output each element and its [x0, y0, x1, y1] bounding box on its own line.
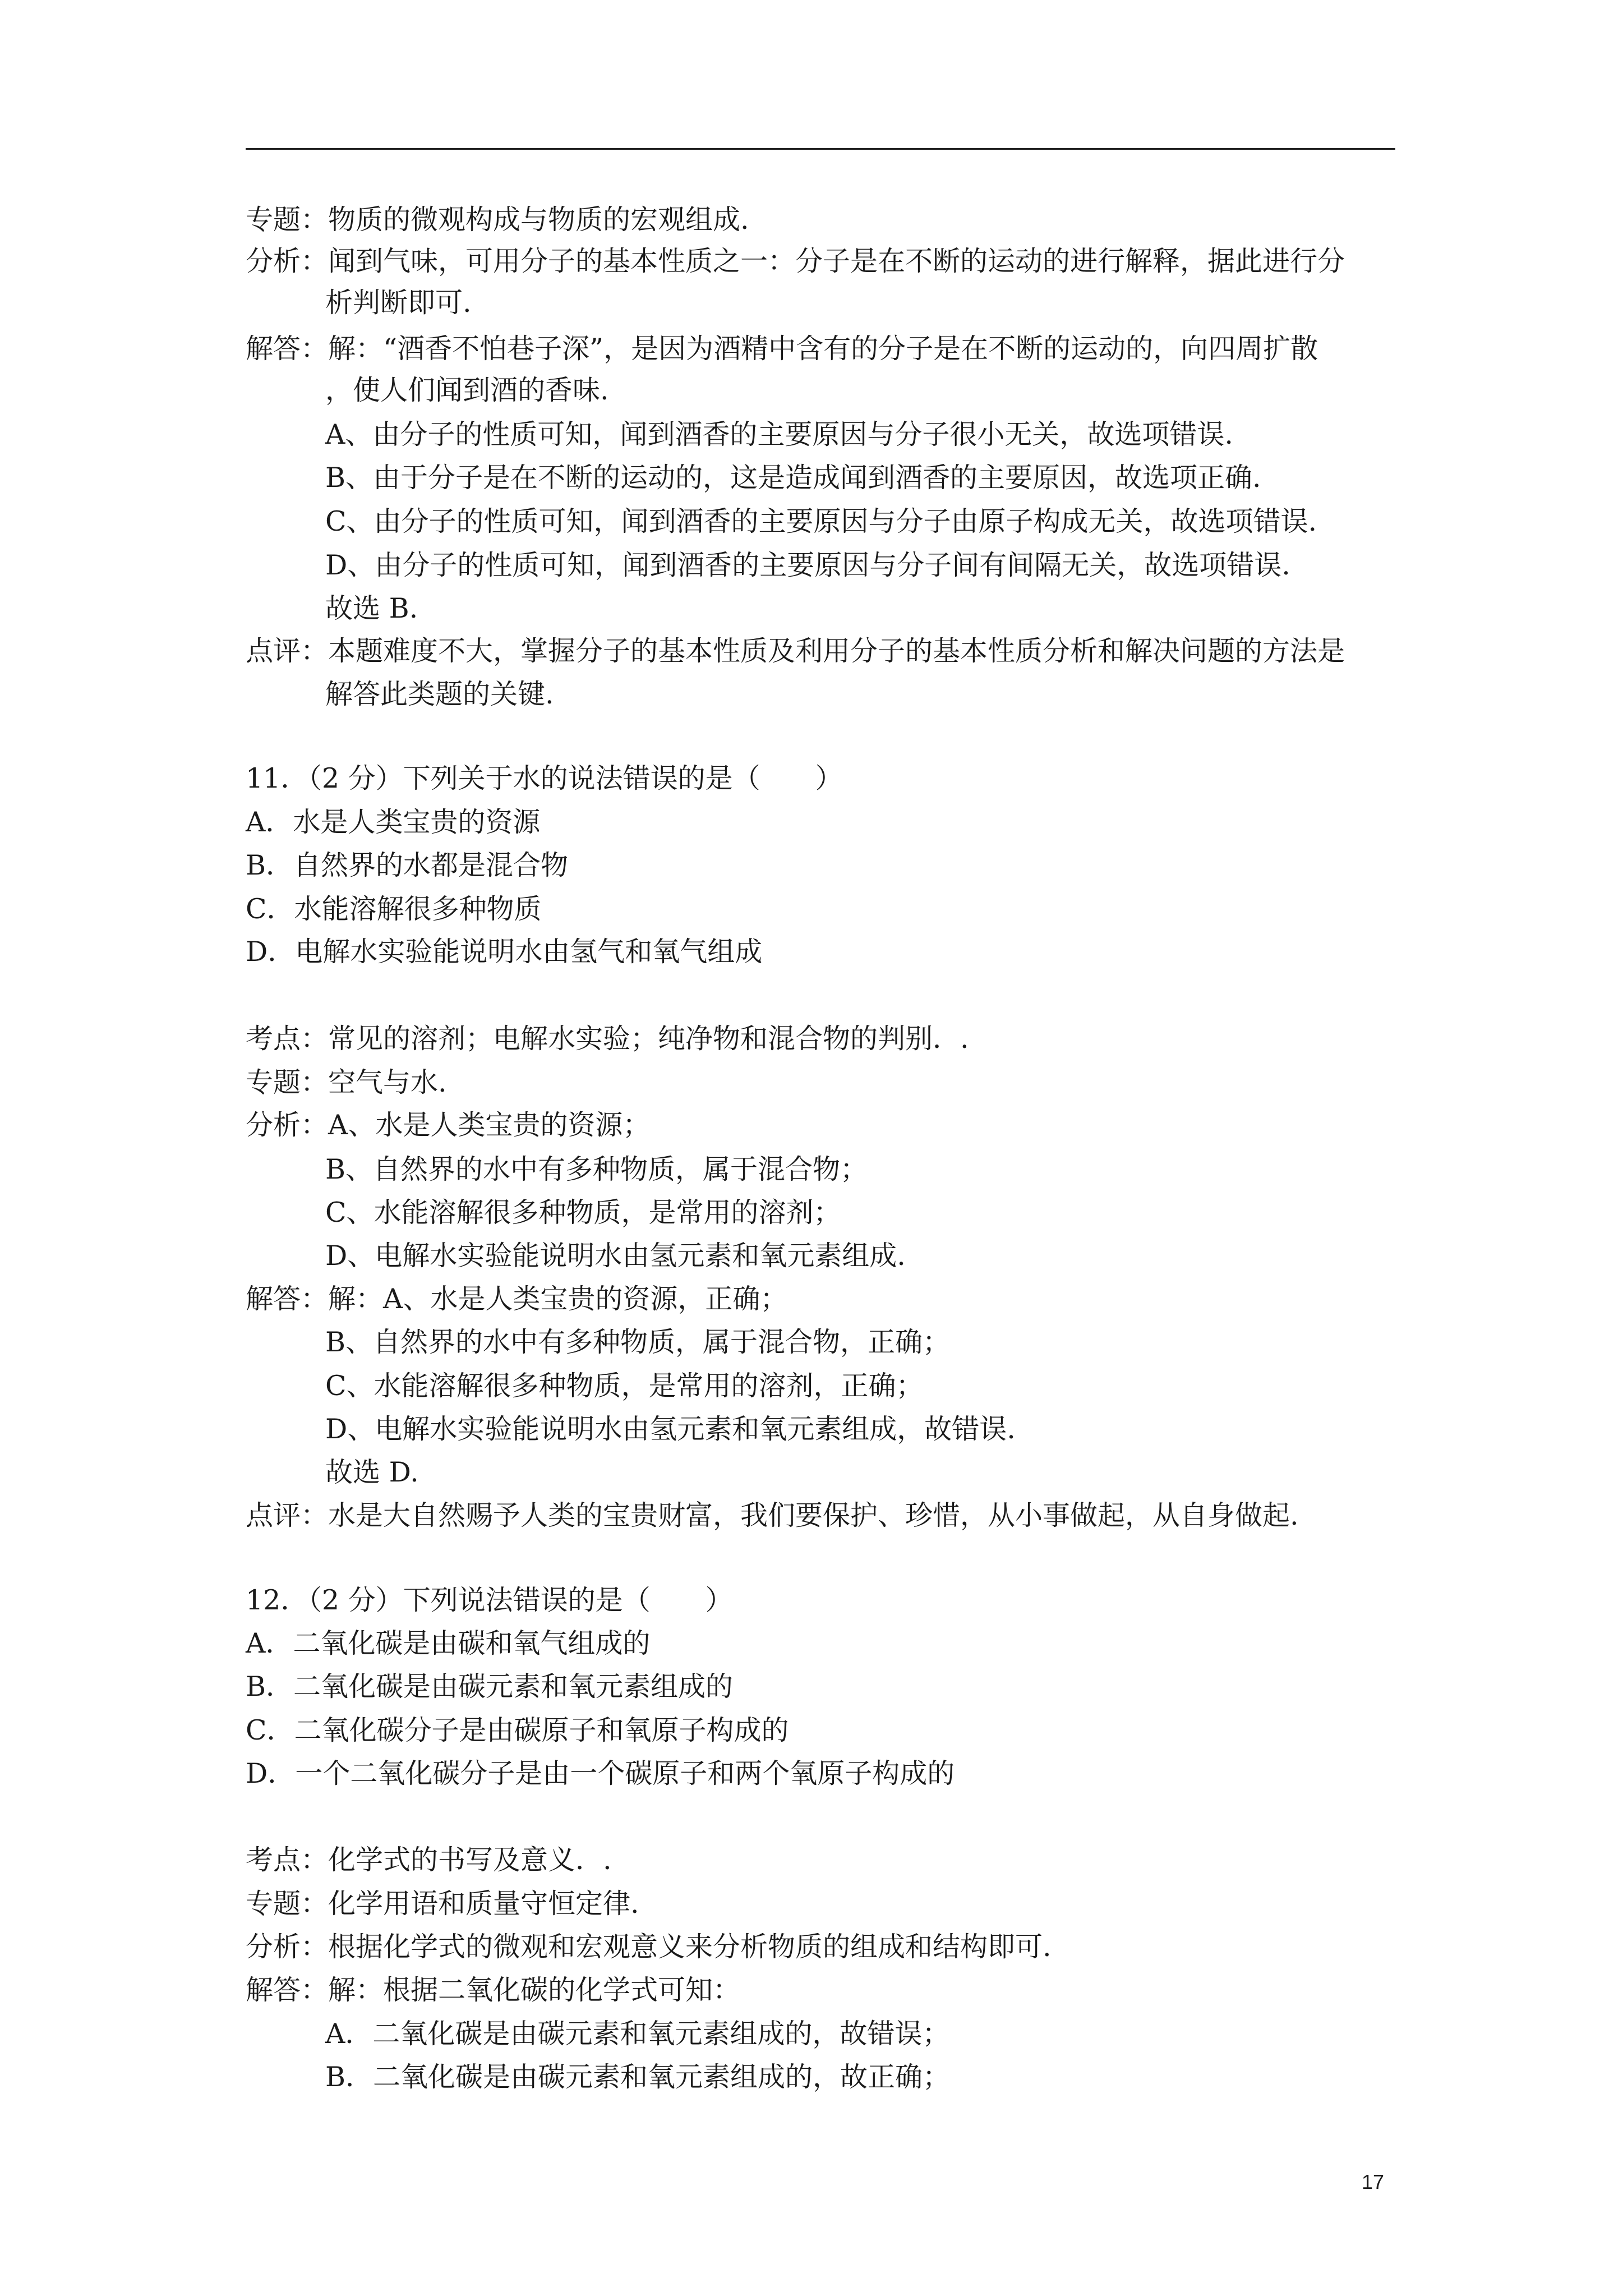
text-line-q11-topic: 专题：空气与水.	[246, 1066, 447, 1098]
text-line-q12-question: 12．（2 分）下列说法错误的是（ ）	[246, 1584, 733, 1616]
text-line-q11-solution-a: 解答：解：A、水是人类宝贵的资源，正确；	[246, 1283, 788, 1315]
text-line-q10-analysis-1: 分析：闻到气味，可用分子的基本性质之一：分子是在不断的运动的进行解释，据此进行分	[246, 245, 1345, 277]
text-line-q11-question: 11．（2 分）下列关于水的说法错误的是（ ）	[246, 762, 843, 794]
text-line-q12-key: 考点：化学式的书写及意义．.	[246, 1844, 612, 1876]
text-line-q11-analysis-b: B、自然界的水中有多种物质，属于混合物；	[325, 1153, 868, 1185]
text-line-q11-solution-d: D、电解水实验能说明水由氢元素和氧元素组成，故错误.	[325, 1413, 1016, 1445]
text-line-q11-analysis-a: 分析：A、水是人类宝贵的资源；	[246, 1109, 651, 1141]
text-line-q11-key: 考点：常见的溶剂；电解水实验；纯净物和混合物的判别．.	[246, 1023, 969, 1055]
text-line-q10-solution-2: ，使人们闻到酒的香味.	[325, 374, 609, 406]
text-line-q12-solution: 解答：解：根据二氧化碳的化学式可知：	[246, 1974, 741, 2006]
text-line-q11-option-b: B．自然界的水都是混合物	[246, 849, 569, 881]
text-line-q11-solution-b: B、自然界的水中有多种物质，属于混合物，正确；	[325, 1326, 951, 1358]
text-line-q11-analysis-c: C、水能溶解很多种物质，是常用的溶剂；	[325, 1197, 841, 1228]
text-line-q11-choice: 故选 D.	[325, 1456, 419, 1488]
text-line-q12-option-d: D．一个二氧化碳分子是由一个碳原子和两个氧原子构成的	[246, 1757, 955, 1789]
header-rule	[246, 148, 1395, 150]
text-line-q12-solution-b: B．二氧化碳是由碳元素和氧元素组成的，故正确；	[325, 2061, 951, 2093]
text-line-q10-analysis-2: 析判断即可.	[325, 287, 472, 319]
page-number: 17	[1362, 2170, 1385, 2193]
text-line-q10-comment-2: 解答此类题的关键.	[325, 678, 554, 710]
text-line-q11-analysis-d: D、电解水实验能说明水由氢元素和氧元素组成.	[325, 1240, 906, 1272]
text-line-q12-solution-a: A．二氧化碳是由碳元素和氧元素组成的，故错误；	[325, 2018, 950, 2050]
text-line-q12-analysis: 分析：根据化学式的微观和宏观意义来分析物质的组成和结构即可.	[246, 1931, 1052, 1963]
text-line-q12-option-b: B．二氧化碳是由碳元素和氧元素组成的	[246, 1671, 734, 1703]
text-line-q10-solution-b: B、由于分子是在不断的运动的，这是造成闻到酒香的主要原因，故选项正确.	[325, 462, 1261, 494]
text-line-q11-comment: 点评：水是大自然赐予人类的宝贵财富，我们要保护、珍惜，从小事做起，从自身做起.	[246, 1499, 1299, 1531]
text-line-q12-topic: 专题：化学用语和质量守恒定律.	[246, 1888, 639, 1920]
text-line-q12-option-a: A．二氧化碳是由碳和氧气组成的	[246, 1627, 651, 1659]
text-line-q11-option-a: A．水是人类宝贵的资源	[246, 806, 541, 838]
text-line-q10-solution-1: 解答：解：“酒香不怕巷子深”，是因为酒精中含有的分子是在不断的运动的，向四周扩散	[246, 333, 1318, 365]
text-line-q10-solution-c: C、由分子的性质可知，闻到酒香的主要原因与分子由原子构成无关，故选项错误.	[325, 505, 1317, 537]
text-line-q11-option-c: C．水能溶解很多种物质	[246, 893, 542, 925]
text-line-q11-solution-c: C、水能溶解很多种物质，是常用的溶剂，正确；	[325, 1370, 924, 1402]
text-line-q10-topic: 专题：物质的微观构成与物质的宏观组成.	[246, 204, 749, 236]
text-line-q11-option-d: D．电解水实验能说明水由氢气和氧气组成	[246, 936, 763, 968]
text-line-q12-option-c: C．二氧化碳分子是由碳原子和氧原子构成的	[246, 1714, 789, 1746]
text-line-q10-solution-d: D、由分子的性质可知，闻到酒香的主要原因与分子间有间隔无关，故选项错误.	[325, 549, 1290, 581]
text-line-q10-solution-a: A、由分子的性质可知，闻到酒香的主要原因与分子很小无关，故选项错误.	[325, 418, 1233, 450]
text-line-q10-choice: 故选 B.	[325, 592, 418, 624]
text-line-q10-comment-1: 点评：本题难度不大，掌握分子的基本性质及利用分子的基本性质分析和解决问题的方法是	[246, 635, 1345, 667]
